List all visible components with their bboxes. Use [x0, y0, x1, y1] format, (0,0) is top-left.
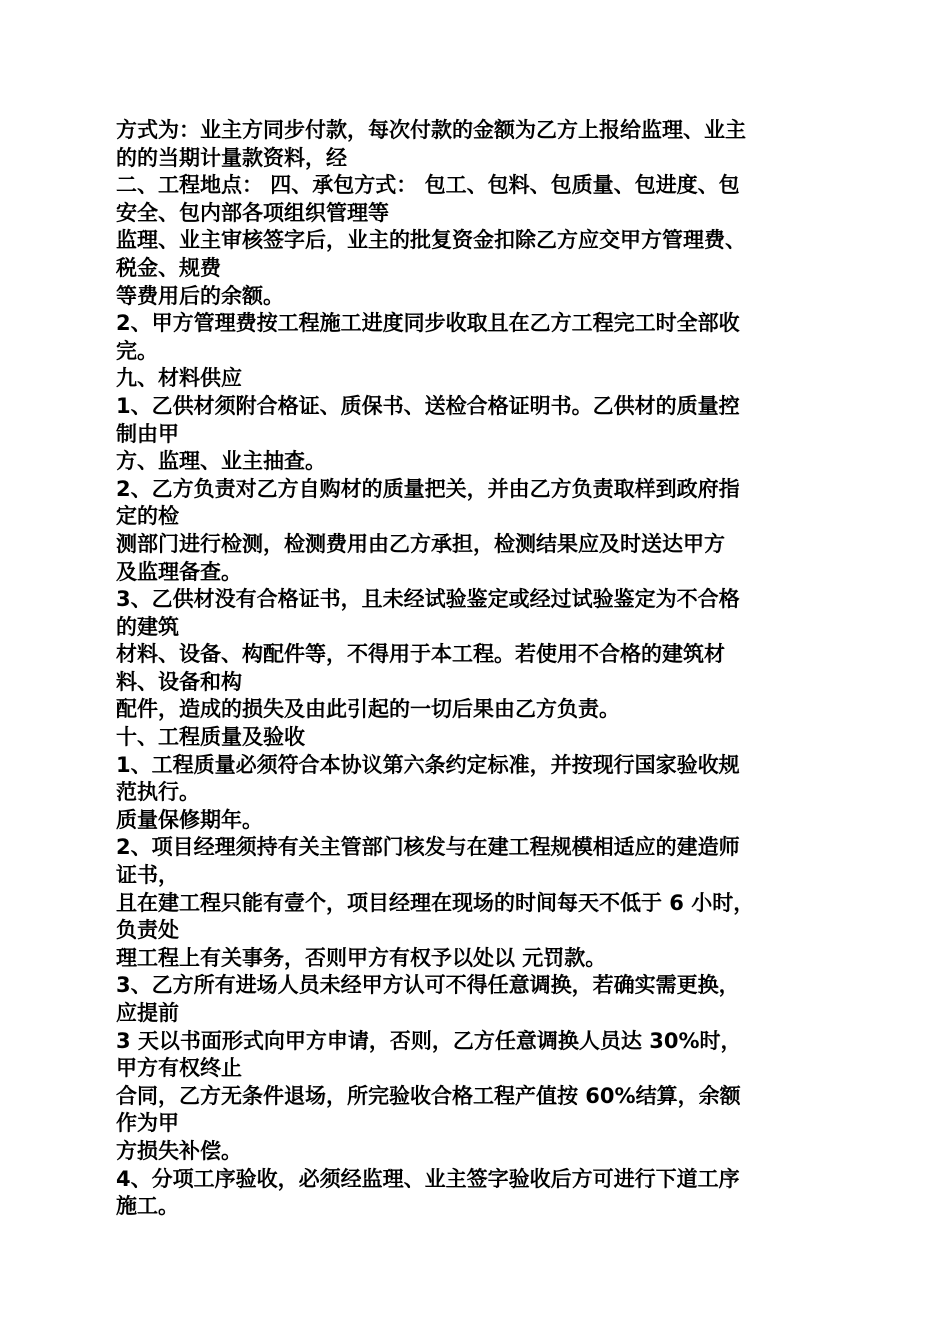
text-line: 完。 [116, 338, 158, 363]
text-line: 安全、包内部各项组织管理等 [116, 200, 389, 225]
text-line: 税金、规费 [116, 255, 221, 280]
text-line: 1、工程质量必须符合本协议第六条约定标准，并按现行国家验收规 [116, 752, 740, 777]
text-line: 方式为：业主方同步付款，每次付款的金额为乙方上报给监理、业主 [116, 118, 746, 142]
text-line: 理工程上有关事务，否则甲方有权予以处以 元罚款。 [116, 945, 607, 970]
text-line: 3 天以书面形式向甲方申请，否则，乙方任意调换人员达 30%时， [116, 1028, 742, 1053]
text-line: 方损失补偿。 [116, 1138, 242, 1163]
text-line: 施工。 [116, 1194, 179, 1219]
section-heading: 十、工程质量及验收 [116, 725, 305, 750]
section-heading: 九、材料供应 [116, 366, 242, 391]
text-line: 2、甲方管理费按工程施工进度同步收取且在乙方工程完工时全部收 [116, 311, 740, 336]
text-line: 作为甲 [116, 1111, 179, 1136]
text-line: 证书， [116, 863, 179, 888]
text-line: 材料、设备、构配件等，不得用于本工程。若使用不合格的建筑材 [116, 642, 725, 667]
text-line: 且在建工程只能有壹个，项目经理在现场的时间每天不低于 6 小时， [116, 890, 755, 915]
text-line: 4、分项工序验收，必须经监理、业主签字验收后方可进行下道工序 [116, 1166, 740, 1191]
text-line: 合同，乙方无条件退场，所完验收合格工程产值按 60%结算，余额 [116, 1083, 741, 1108]
text-line: 3、乙方所有进场人员未经甲方认可不得任意调换，若确实需更换， [116, 973, 740, 998]
text-line: 测部门进行检测，检测费用由乙方承担，检测结果应及时送达甲方 [116, 531, 725, 556]
text-line: 二、工程地点： 四、承包方式： 包工、包料、包质量、包进度、包 [116, 173, 740, 198]
text-line: 等费用后的余额。 [116, 283, 284, 308]
text-line: 3、乙供材没有合格证书，且未经试验鉴定或经过试验鉴定为不合格 [116, 587, 740, 612]
text-line: 范执行。 [116, 780, 200, 805]
text-line: 的的当期计量款资料，经 [116, 145, 347, 170]
text-line: 2、项目经理须持有关主管部门核发与在建工程规模相适应的建造师 [116, 835, 740, 860]
text-line: 监理、业主审核签字后，业主的批复资金扣除乙方应交甲方管理费、 [116, 228, 746, 253]
text-line: 的建筑 [116, 614, 179, 639]
text-line: 定的检 [116, 504, 179, 529]
text-line: 应提前 [116, 1001, 179, 1025]
text-line: 2、乙方负责对乙方自购材的质量把关，并由乙方负责取样到政府指 [116, 476, 740, 501]
text-line: 配件，造成的损失及由此引起的一切后果由乙方负责。 [116, 697, 620, 722]
document-body [116, 117, 846, 1221]
text-line: 料、设备和构 [116, 669, 242, 694]
text-line: 方、监理、业主抽查。 [116, 449, 326, 474]
text-line: 负责处 [116, 918, 179, 943]
text-line: 甲方有权终止 [116, 1056, 242, 1081]
text-line: 质量保修期年。 [116, 807, 263, 832]
text-line: 1、乙供材须附合格证、质保书、送检合格证明书。乙供材的质量控 [116, 393, 740, 418]
text-line: 制由甲 [116, 421, 179, 446]
text-line: 及监理备查。 [116, 559, 242, 584]
